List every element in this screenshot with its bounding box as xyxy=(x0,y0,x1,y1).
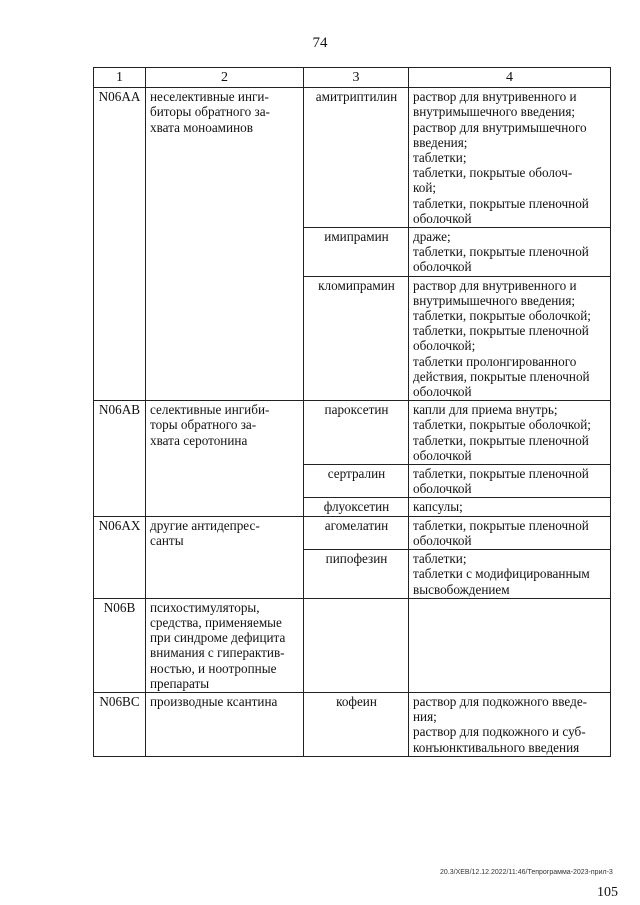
drug-name: амитриптилин xyxy=(304,88,409,228)
atc-code: N06AB xyxy=(94,401,146,516)
atc-code: N06AX xyxy=(94,516,146,598)
group-name: селективные ингиби- торы обратного за- хвата серотонина xyxy=(146,401,304,516)
header-col-3: 3 xyxy=(304,68,409,88)
drug-name: пароксетин xyxy=(304,401,409,465)
dosage-forms: раствор для подкожного введе- ния; раствор для подкожного и суб- конъюнктивального введения xyxy=(409,692,611,756)
group-name: производные ксантина xyxy=(146,692,304,756)
header-col-2: 2 xyxy=(146,68,304,88)
table-row xyxy=(94,88,611,228)
table-row xyxy=(94,401,611,465)
footer-stamp: 20.3/XEB/12.12.2022/11:46/Тепрограмма-2023-прил-3 xyxy=(440,869,613,876)
dosage-forms: раствор для внутривенного и внутримышечного введения; таблетки, покрытые оболочкой; таблетки, покрытые пленочной оболочкой; таблетки пролонгированного действия, покрытые пленочной оболочкой xyxy=(409,276,611,401)
dosage-forms xyxy=(409,598,611,692)
atc-code: N06AA xyxy=(94,88,146,401)
page-number: 74 xyxy=(312,35,328,51)
drug-name: имипрамин xyxy=(304,228,409,277)
drug-name: пипофезин xyxy=(304,550,409,599)
dosage-forms: драже; таблетки, покрытые пленочной оболочкой xyxy=(409,228,611,277)
dosage-forms: таблетки, покрытые пленочной оболочкой xyxy=(409,465,611,498)
drug-name: сертралин xyxy=(304,465,409,498)
table-row xyxy=(94,598,611,692)
atc-code: N06B xyxy=(94,598,146,692)
group-name: другие антидепрес- санты xyxy=(146,516,304,598)
atc-code: N06BC xyxy=(94,692,146,756)
dosage-forms: капли для приема внутрь; таблетки, покрытые оболочкой; таблетки, покрытые пленочной оболочкой xyxy=(409,401,611,465)
drug-table xyxy=(93,67,611,757)
group-name: психостимуляторы, средства, применяемые при синдроме дефицита внимания с гиперактив- ностью, и ноотропные препараты xyxy=(146,598,304,692)
dosage-forms: таблетки, покрытые пленочной оболочкой xyxy=(409,516,611,549)
dosage-forms: капсулы; xyxy=(409,498,611,516)
dosage-forms: раствор для внутривенного и внутримышечного введения; раствор для внутримышечного введения; таблетки; таблетки, покрытые оболоч- кой; таблетки, покрытые пленочной оболочкой xyxy=(409,88,611,228)
drug-name: кофеин xyxy=(304,692,409,756)
table-row xyxy=(94,516,611,549)
dosage-forms: таблетки; таблетки с модифицированным высвобождением xyxy=(409,550,611,599)
header-col-4: 4 xyxy=(409,68,611,88)
header-col-1: 1 xyxy=(94,68,146,88)
drug-name xyxy=(304,598,409,692)
drug-name: флуоксетин xyxy=(304,498,409,516)
table-header-row xyxy=(94,68,611,88)
footer-page-number: 105 xyxy=(597,885,618,900)
table-row xyxy=(94,692,611,756)
drug-name: агомелатин xyxy=(304,516,409,549)
drug-name: кломипрамин xyxy=(304,276,409,401)
group-name: неселективные инги- биторы обратного за- хвата моноаминов xyxy=(146,88,304,401)
